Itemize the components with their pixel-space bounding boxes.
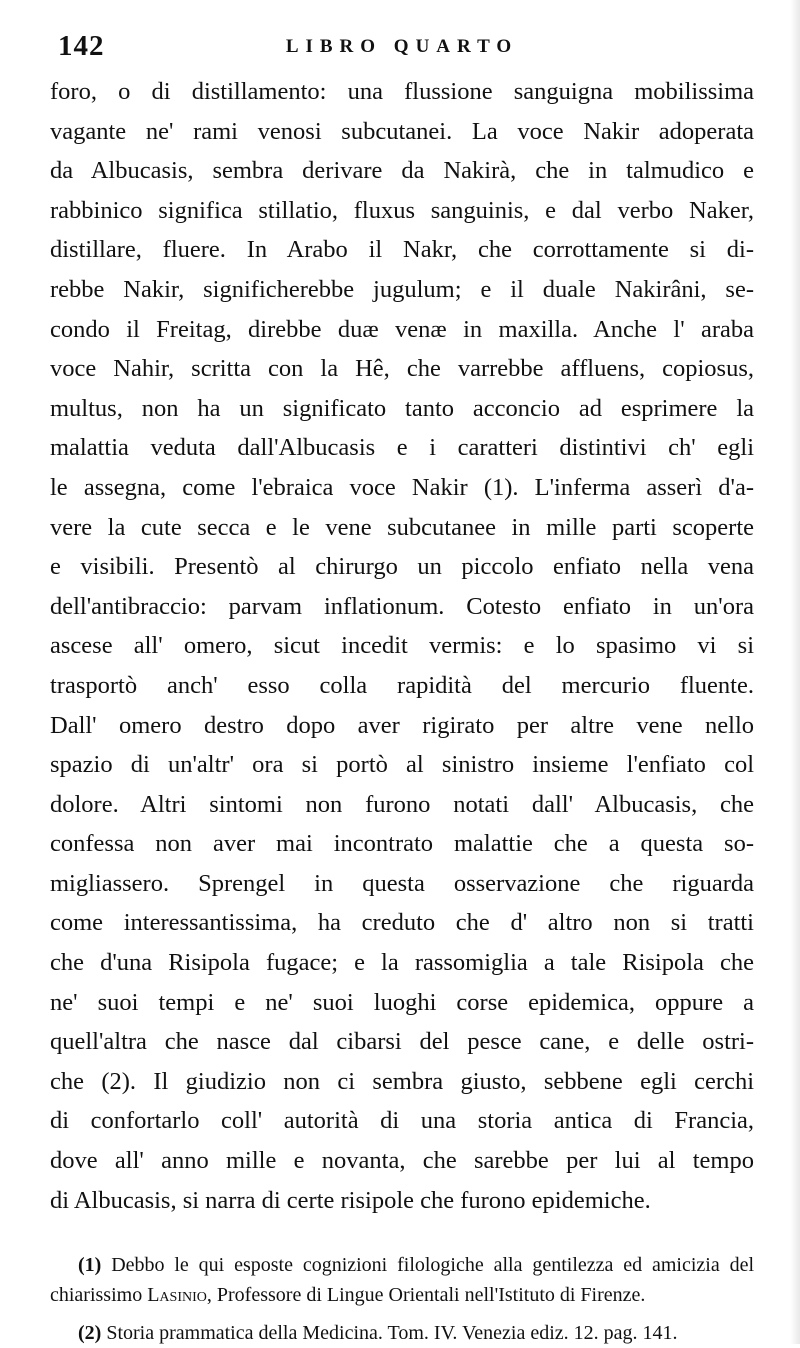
footnote-number: (1)	[78, 1254, 102, 1277]
page-edge-shadow	[790, 0, 800, 1344]
text-line: rabbinico significa stillatio, fluxus sanguinis, e dal verbo Naker,	[50, 196, 754, 224]
text-line: le assegna, come l'ebraica voce Nakir (1). L'inferma asserì d'a-	[50, 473, 754, 501]
text-line: che (2). Il giudizio non ci sembra giusto, sebbene egli cerchi	[50, 1067, 754, 1095]
text-line: confessa non aver mai incontrato malattie che a questa so-	[50, 830, 754, 858]
text-line: dolore. Altri sintomi non furono notati dall' Albucasis, che	[50, 790, 754, 818]
text-line: malattia veduta dall'Albucasis e i caratteri distintivi ch' egli	[50, 434, 754, 462]
footnote-text: Debbo le qui esposte cognizioni filologiche alla gentilezza ed amicizia del chiarissimo	[50, 1254, 754, 1307]
text-line: vere la cute secca e le vene subcutanee in mille parti scoperte	[50, 513, 754, 541]
text-line: che d'una Risipola fugace; e la rassomiglia a tale Risipola che	[50, 949, 754, 977]
text-line: spazio di un'altr' ora si portò al sinistro insieme l'enfiato col	[50, 751, 754, 779]
text-line: foro, o di distillamento: una flussione sanguigna mobilissima	[50, 78, 754, 105]
text-line: condo il Freitag, direbbe duæ venæ in maxilla. Anche l' araba	[50, 315, 754, 343]
text-line: ne' suoi tempi e ne' suoi luoghi corse epidemica, oppure a	[50, 988, 754, 1016]
footnote-text: Storia prammatica della Medicina. Tom. IV. Venezia ediz. 12. pag. 141.	[106, 1322, 678, 1345]
text-line: dove all' anno mille e novanta, che sarebbe per lui al tempo	[50, 1147, 754, 1175]
text-line: Dall' omero destro dopo aver rigirato per altre vene nello	[50, 711, 754, 739]
running-head	[50, 28, 754, 72]
text-line: come interessantissima, ha creduto che d' altro non si tratti	[50, 909, 754, 937]
text-line: quell'altra che nasce dal cibarsi del pesce cane, e delle ostri-	[50, 1028, 754, 1056]
footnotes	[50, 1250, 754, 1348]
footnote-name: Lasinio	[147, 1284, 207, 1307]
text-line: dell'antibraccio: parvam inflationum. Cotesto enfiato in un'ora	[50, 592, 754, 620]
text-line: e visibili. Presentò al chirurgo un piccolo enfiato nella vena	[50, 553, 754, 581]
text-line: multus, non ha un significato tanto acconcio ad esprimere la	[50, 394, 754, 422]
text-line: distillare, fluere. In Arabo il Nakr, che corrottamente si di-	[50, 236, 754, 264]
text-line: migliassero. Sprengel in questa osservazione che riguarda	[50, 869, 754, 897]
footnote-text-end: , Professore di Lingue Orientali nell'Istituto di Firenze.	[206, 1284, 646, 1307]
footnote-1	[50, 1250, 754, 1310]
body-text	[50, 72, 754, 1220]
text-line: da Albucasis, sembra derivare da Nakirà, che in talmudico e	[50, 157, 754, 185]
footnote-number: (2)	[78, 1322, 102, 1345]
running-title: LIBRO QUARTO	[285, 36, 519, 57]
text-line: di confortarlo coll' autorità di una storia antica di Francia,	[50, 1107, 754, 1135]
text-line: ascese all' omero, sicut incedit vermis: e lo spasimo vi si	[50, 632, 754, 660]
text-line: trasportò anch' esso colla rapidità del mercurio fluente.	[50, 671, 754, 699]
text-line: voce Nahir, scritta con la Hê, che varrebbe affluens, copiosus,	[50, 355, 754, 383]
text-line-last: di Albucasis, si narra di certe risipole che furono epidemiche.	[50, 1186, 651, 1214]
text-line: vagante ne' rami venosi subcutanei. La voce Nakir adoperata	[50, 117, 754, 145]
page-number: 142	[58, 30, 105, 62]
text-line: rebbe Nakir, significherebbe jugulum; e il duale Nakirâni, se-	[50, 275, 754, 303]
